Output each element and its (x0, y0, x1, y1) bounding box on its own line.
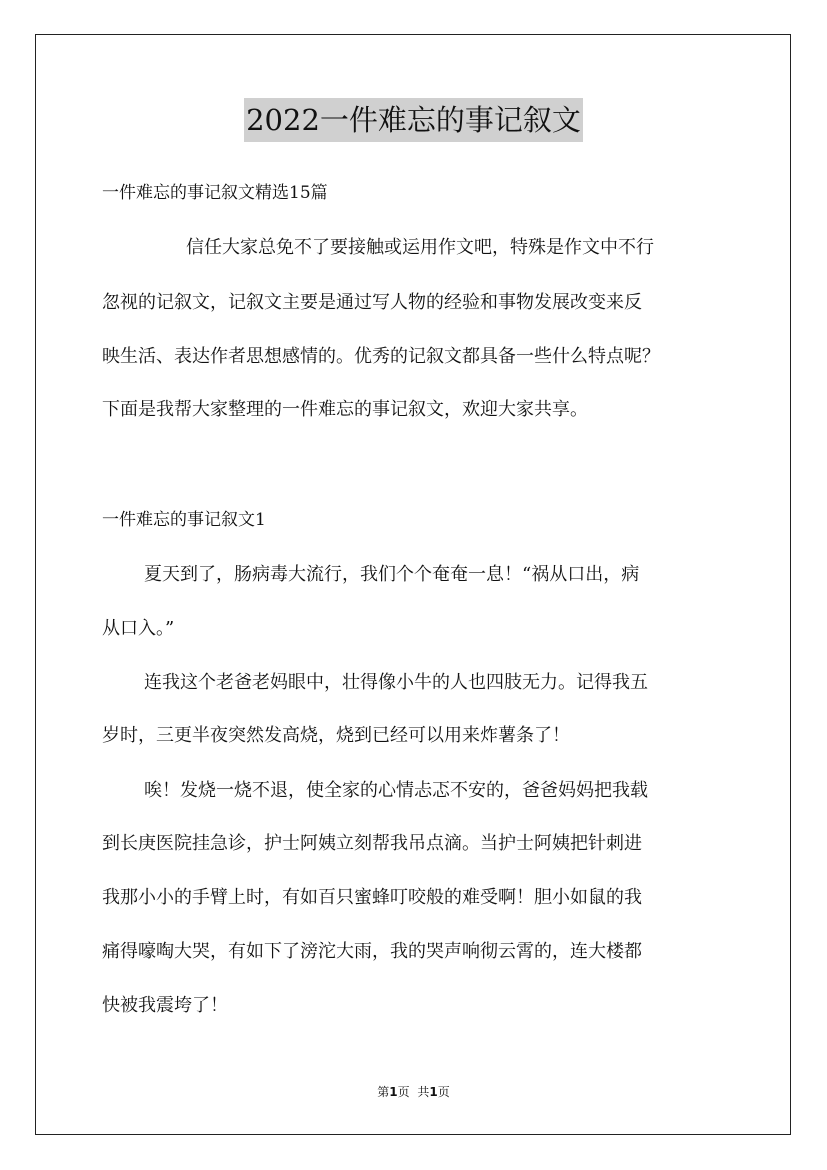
subtitle: 一件难忘的事记叙文精选15篇 (102, 183, 328, 203)
footer-total-suffix: 页 (437, 1085, 450, 1099)
footer-page-prefix: 第 (377, 1085, 390, 1099)
body-line-6: 到长庚医院挂急诊，护士阿姨立刻帮我吊点滴。当护士阿姨把针刺进 (102, 833, 642, 854)
body-line-4: 岁时，三更半夜突然发高烧，烧到已经可以用来炸薯条了！ (102, 725, 570, 746)
document-title: 2022一件难忘的事记叙文 (244, 98, 583, 142)
title-container (0, 98, 827, 142)
section-heading: 一件难忘的事记叙文1 (102, 510, 266, 530)
intro-line-1: 信任大家总免不了要接触或运用作文吧，特殊是作文中不行 (186, 237, 654, 258)
body-line-8: 痛得嚎啕大哭，有如下了滂沱大雨，我的哭声响彻云霄的，连大楼都 (102, 941, 642, 962)
footer-page-number: 1 (389, 1085, 398, 1099)
page-footer (0, 1083, 827, 1101)
body-line-9: 快被我震垮了！ (102, 995, 228, 1016)
body-line-3: 连我这个老爸老妈眼中，壮得像小牛的人也四肢无力。记得我五 (144, 672, 648, 693)
footer-page-suffix: 页 (397, 1085, 410, 1099)
body-line-7: 我那小小的手臂上时，有如百只蜜蜂叮咬般的难受啊！胆小如鼠的我 (102, 887, 642, 908)
body-line-2: 从口入。” (102, 618, 175, 639)
body-line-5: 唉！发烧一烧不退，使全家的心情忐忑不安的，爸爸妈妈把我载 (144, 780, 648, 801)
body-line-1: 夏天到了，肠病毒大流行，我们个个奄奄一息！“祸从口出，病 (144, 564, 640, 585)
intro-line-2: 忽视的记叙文，记叙文主要是通过写人物的经验和事物发展改变来反 (102, 292, 642, 313)
footer-total-number: 1 (429, 1085, 438, 1099)
intro-line-4: 下面是我帮大家整理的一件难忘的事记叙文，欢迎大家共享。 (102, 399, 588, 420)
footer-total-prefix: 共 (417, 1085, 430, 1099)
intro-line-3: 映生活、表达作者思想感情的。优秀的记叙文都具备一些什么特点呢？ (102, 346, 660, 367)
